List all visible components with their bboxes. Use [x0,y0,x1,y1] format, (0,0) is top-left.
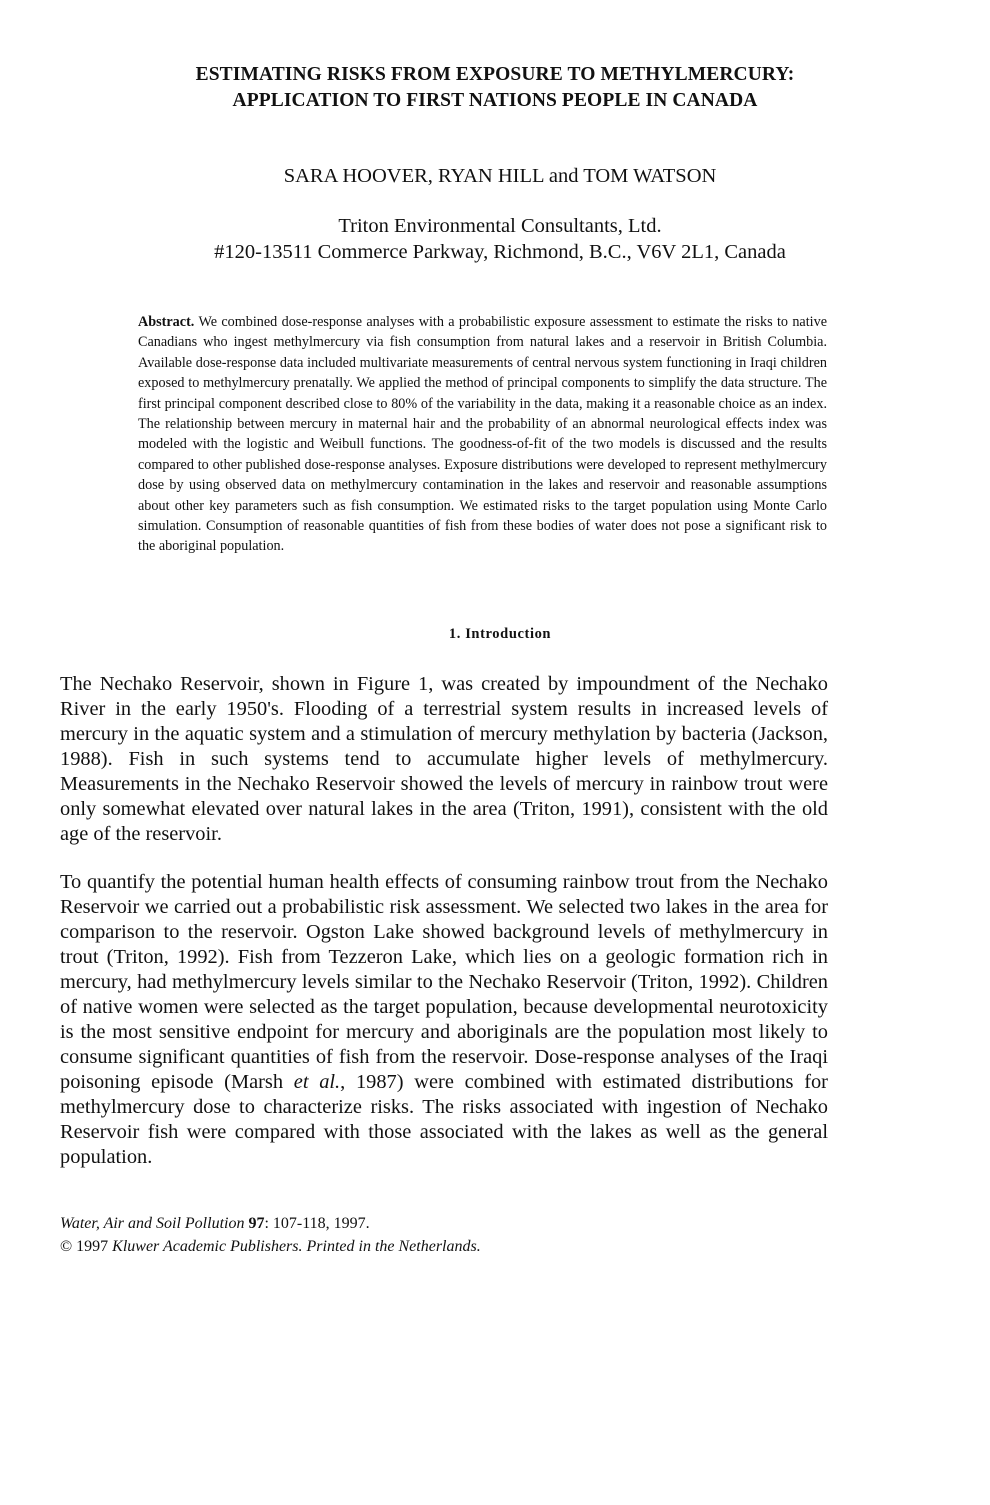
copyright-year: 1997 [76,1238,109,1255]
journal-citation [60,1212,760,1235]
copyright-line [60,1235,760,1258]
abstract [138,312,827,557]
intro-paragraph-2-text-a: To quantify the potential human health effects of consuming rainbow trout from the Nechako Reservoir we carried out a probabilistic risk assessment. We selected two lakes in the area for comparison to the reservoir. Ogston Lake showed background levels of methylmercury in trout (Triton, 1992). Fish from Tezzeron Lake, which lies on a geologic formation rich in mercury, had methylmercury levels similar to the Nechako Reservoir (Triton, 1992). Children of native women were selected as the target population, because developmental neurotoxicity is the most sensitive endpoint for mercury and aboriginals are the population most likely to consume significant quantities of fish from the reservoir. Dose-response analyses of the Iraqi poisoning episode (Marsh [60,871,828,1093]
affiliation-address: #120-13511 Commerce Parkway, Richmond, B.C., V6V 2L1, Canada [214,241,786,263]
abstract-text: We combined dose-response analyses with a probabilistic exposure assessment to estimate the risks to native Canadians who ingest methylmercury via fish consumption from natural lakes and a reservoir in British Columbia. Available dose-response data included multivariate measurements of central nervous system functioning in Iraqi children exposed to methylmercury prenatally. We applied the method of principal components to simplify the data structure. The first principal component described close to 80% of the variability in the data, making it a reasonable choice as an index. The relationship between mercury in maternal hair and the probability of an abnormal neurological effects index was modeled with the logistic and Weibull functions. The goodness-of-fit of the two models is discussed and the results compared to other published dose-response analyses. Exposure distributions were developed to represent methylmercury dose by using observed data on methylmercury contamination in the lakes and reservoir and reasonable assumptions about other key parameters such as fish consumption. We estimated risks to the target population using Monte Carlo simulation. Consumption of reasonable quantities of fish from these bodies of water does not pose a significant risk to the aboriginal population. [138,314,827,555]
affiliation-name: Triton Environmental Consultants, Ltd. [338,215,662,237]
et-al-citation: et al. [293,1071,341,1093]
journal-pages: : 107-118, 1997. [264,1215,370,1232]
abstract-label: Abstract. [138,314,195,330]
title-line-2: APPLICATION TO FIRST NATIONS PEOPLE IN CANADA [232,90,758,111]
intro-paragraph-2 [60,870,828,1170]
journal-footer [60,1212,760,1258]
intro-paragraph-2-text-b: , 1987) were combined with estimated distributions for methylmercury dose to characterize risks. The risks associated with ingestion of Nechako Reservoir fish were compared with those associated with the lakes as well as the general population. [60,1071,828,1168]
title-line-1: ESTIMATING RISKS FROM EXPOSURE TO METHYLMERCURY: [195,64,795,85]
journal-name: Water, Air and Soil Pollution [60,1215,245,1232]
intro-paragraph-1: The Nechako Reservoir, shown in Figure 1, was created by impoundment of the Nechako River in the early 1950's. Flooding of a terrestrial system results in increased levels of mercury in the aquatic system and a stimulation of mercury methylation by bacteria (Jackson, 1988). Fish in such systems tend to accumulate higher levels of methylmercury. Measurements in the Nechako Reservoir showed the levels of mercury in rainbow trout were only somewhat elevated over natural lakes in the area (Triton, 1991), consistent with the old age of the reservoir. [60,673,828,845]
section-heading-introduction: 1. Introduction [448,626,552,642]
journal-volume: 97 [248,1215,265,1232]
author-list: SARA HOOVER, RYAN HILL and TOM WATSON [283,165,717,187]
affiliation [60,213,940,265]
paper-title [60,62,930,114]
copyright-symbol: © [60,1238,73,1255]
copyright-publisher: Kluwer Academic Publishers. Printed in the Netherlands. [112,1238,481,1255]
